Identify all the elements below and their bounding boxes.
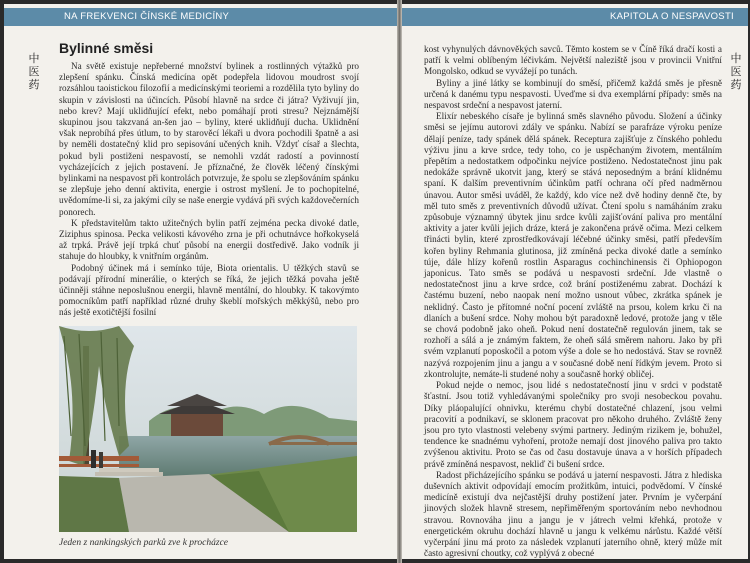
left-paragraph-2: K představitelům takto užitečných bylin patří zejména pecka divoké datle, Ziziphus spinosa. Pecka velikosti kávového zrna je při ochutnávce hořkokyselá až trpká. Právě její trpká chuť působí na energii dostředivě. Jako vodník ji stahuje do hloubky, k vnitřním orgánům. — [59, 217, 359, 262]
right-body-text — [424, 44, 722, 559]
right-running-header — [402, 8, 748, 26]
left-body-text — [59, 61, 359, 319]
right-paragraph-3: Elixír nebeského císaře je bylinná směs slavného původu. Složení a účinky směsi se jejímu autorovi zdály ve spánku. Nabízí se parafráze výroku peníze dělají peníze, tady spánek dělá spánek. Receptura zajišťuje z čínského pohledu výživu jinu a krve srdce, tedy toho, co je uspěchaným životem, mentálním přepětím a nedostatkem odpočinku nejvíce postiženo. Nedostatečnost jinu pak nedokáže správně ukotvit jang, který se stává neposedným a brání klidnému spaní. K dalším preventivním účinkům patří ochrana očí před nadměrnou únavou. Autor směsi uváděl, že každý, kdo více než dvě hodiny denně čte, by měl tuto směs z preventivních důvodů užívat. Čtení spolu s namáháním zraku způsobuje významný úbytek jinu srdce kvůli zajišťování paliva pro mentální aktivity a jater kvůli jejich dráze, která je zakončena právě očima. Mezi celkem třinácti bylin, které zprostředkovávají léčebné účinky směsi, patří především kořen byliny Rehmania glutinosa, již zmíněná pecka divoké datle a semínko túje, dále hlízy kořenů rostlin Asparagus cochinchinensis či Ophiopogon japonicus. Tato směs se podává u nespavosti srdeční. Jde vlastně o nedostatečnost jinu a krve srdce, což brání postiženému zabrat. Dochází k častému buzení, nebo naopak není možno usnout vůbec, zkrátka spánek je neklidný. Často je přítomné noční pocení zvláště na prsou, kolem krku či na dlaních a bušení srdce. Nohy mohou být paradoxně ledové, protože jang v těle se chová podobně jako oheň. Pokud není dostatečně regulován jinem, tak se rozhoří a sálá a je známým faktem, že oheň sálá směrem nahoru. Jako by při svém vzplanutí poposkočil a potom výše a dole se ho nedostává. Stav se rovněž nazývá rozpojením jinu a jangu a v současné době není řídkým jevem. Proto si zkontrolujte, nemáte-li studené nohy a současně horký obličej. — [424, 111, 722, 379]
park-photo — [59, 326, 357, 532]
left-paragraph-1: Na světě existuje nepřeberné množství bylinek a rostlinných výtažků pro zlepšení spánku. Čínská medicína opět podepřela lidovou moudrost svojí rozsáhlou taoistickou filozofií a medicínskými teoriemi a rozdělila tyto byliny do skupin v závislosti na účincích. Působí hlavně na srdce či játra? Vyživují jin, nebo krev? Mají uklidňující efekt, nebo pomáhají proti stresu? Nejznámější skupinou jsou takzvaná an-šen jao – byliny, které uklidňují ducha. Uklidnění však neprobíhá přes útlum, to by starověcí lékaři u dvora pochodili špatně a asi by neměli dostatečný klid pro sepisování učených knih. Vždyť císař a šlechta, pokud byli postiženi nespavostí, se nemohli vzdát radostí a povinností vycházejících z jejich postavení. Je příznačné, že člověk léčený čínskými bylinkami na nespavost při kontrolách potvrzuje, že spolu se zlepšováním spánku se zlepšuje jeho denní aktivita, energie i ostrost myšlení. Je to pochopitelné, uvědomíme-li si, za jakými cíly se naše energie vydává při svých každovečerních ponorech. — [59, 61, 359, 217]
left-paragraph-3: Podobný účinek má i semínko túje, Biota orientalis. U těžkých stavů se podávají přírodní minerálie, o kterých se říká, že jejich těžká povaha ještě účinněji stáhne neposlušnou energii, hlavně mentální, do hloubky. K takovýmto pomocníkům patří například různé druhy škeblí mořských měkkýšů, nebo pro nás ještě exotičtější fosilní — [59, 262, 359, 318]
left-header-title: NA FREKVENCI ČÍNSKÉ MEDICÍNY — [64, 11, 230, 22]
right-paragraph-5: Radost přicházejícího spánku se podává u jaterní nespavosti. Játra z hlediska duševních aktivit odpovídají emocím prožitkům, intuici, podvědomí. V čínské medicíně existují dva nejčastější druhy postižení jater. Prvním je vyčerpání jinových složek hlavně stresem, nepřiměřeným sportováním nebo nevhodnou stravou. Rovnováha jinu a jangu je v játrech velmi křehká, protože v energetickém okruhu dochází hlavně u jangu k velkému nárůstu. Každé větší vyčerpání jinu má proto za následek vzplanutí jaterního ohně, který může mít často agresivní choutky, což vyplývá z obecné — [424, 469, 722, 559]
section-heading: Bylinné směsi — [59, 40, 154, 56]
right-paragraph-4: Pokud nejde o nemoc, jsou lidé s nedostatečností jinu v srdci v podstatě šťastní. Jsou totiž vyhledávanými společníky pro svoji nesobeckou povahu. Díky pláopalující ohnivku, kterému chybí dostatečné chlazení, jsou velmi pracovití a podnikaví, se sklonem pracovat pro někoho druhého. Zvláště ženy jsou pro tyto vlastnosti velebeny svými partnery. Jediným rizikem je, bohužel, tendence ke snadnému vyhoření, protože nemají dost jinového paliva pro takto zvýšenou aktivitu. Proto se čas od času dostavuje únava a v horších případech právě zmíněná nespavost, nekliď či bušení srdce. — [424, 380, 722, 469]
right-header-title: KAPITOLA O NESPAVOSTI — [609, 11, 734, 22]
left-page — [4, 4, 397, 559]
park-photo-illustration — [59, 326, 357, 532]
photo-caption: Jeden z nankingských parků zve k procházce — [59, 538, 229, 548]
chinese-seal-glyphs-right: 中 医 药 — [730, 52, 742, 91]
right-paragraph-1: kost vyhynulých dávnověkých savců. Těmto kostem se v Číně říká dračí kosti a patří k velmi oblíbeným léčivkám. Největší naleziště jsou v provincii Vnitřní Mongolsko, odkud se vyvážejí po tunách. — [424, 44, 722, 77]
left-running-header — [4, 8, 397, 26]
chinese-seal-glyphs: 中 医 药 — [28, 52, 40, 91]
right-page — [402, 4, 748, 559]
right-paragraph-2: Byliny a jiné látky se kombinují do směsí, přičemž každá směs je přesně určená k danému typu nespavosti. Uveďme si dva exemplární případy: směs na nespavost srdeční a nespavost jaterní. — [424, 77, 722, 111]
